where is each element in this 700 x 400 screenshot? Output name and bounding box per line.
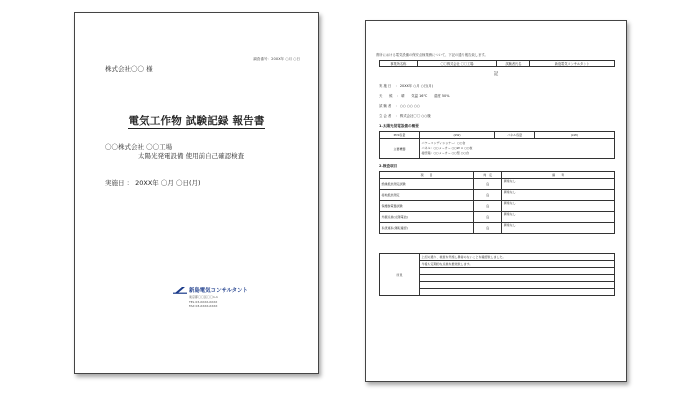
- column-header-note: 備 考: [502, 172, 615, 179]
- subject-line: 太陽光発電設備 使用前自己確認検査: [138, 152, 245, 160]
- table-row: [380, 179, 615, 190]
- remarks-label: 所見: [380, 254, 420, 296]
- inspection-item: 外観点検(太陽電池): [380, 212, 474, 223]
- column-header-result: 判 定: [474, 172, 502, 179]
- inspection-result: 良: [474, 190, 502, 201]
- inspection-result: 良: [474, 223, 502, 234]
- info-value: ： 20XX年 ○月 ○日(月): [395, 84, 434, 88]
- info-label: 立 会 者: [379, 114, 392, 118]
- document-number: 調査番号：20XX年 ○月 ○日: [253, 57, 300, 61]
- report-intro: 貴所における電気設備の保安点検業務について、下記の通り報告致します。: [376, 53, 488, 57]
- table-row: [380, 223, 615, 234]
- remarks-line: 今後も定期的な点検を推奨致します。: [419, 261, 614, 268]
- inspection-result: 良: [474, 212, 502, 223]
- table-row: [380, 254, 615, 261]
- header-cell: 事業所名称: [380, 61, 418, 67]
- info-value: ： 株式会社〇〇 ○○様: [395, 114, 431, 118]
- report-title: [75, 113, 318, 128]
- info-label: 試 験 者: [379, 104, 392, 108]
- inspection-result: 良: [474, 179, 502, 190]
- info-row-date: [379, 83, 433, 88]
- table-row: [380, 172, 615, 179]
- report-title-text: 電気工作物 試験記録 報告書: [128, 115, 265, 127]
- main-equipment-details: [419, 139, 614, 159]
- inspection-item: 系統連系(運転確認): [380, 223, 474, 234]
- company-logo-name: 新島電気コンサルタント: [189, 288, 248, 294]
- inspection-note: 異常なし: [502, 223, 615, 234]
- section-2-heading: 2.検査項目: [379, 164, 398, 168]
- report-header-table: [379, 60, 615, 67]
- inspection-item: 絶縁抵抗測定試験: [380, 179, 474, 190]
- equipment-table: [379, 131, 615, 159]
- pcs-capacity-label: PCS容量: [380, 132, 420, 139]
- info-value: ： ○○ ○○ ○○: [395, 104, 420, 108]
- header-cell: 新島電気コンサルタント: [530, 61, 615, 67]
- table-row: [380, 201, 615, 212]
- inspection-note: 異常なし: [502, 201, 615, 212]
- inspection-note: 異常なし: [502, 212, 615, 223]
- report-page: [365, 20, 627, 382]
- table-row: [380, 132, 615, 139]
- execution-date: 実施日 ： 20XX年 〇月 〇日(月): [105, 179, 201, 187]
- info-row-tester: [379, 103, 420, 108]
- info-value: ： 晴 気温 16℃ 湿度 50%: [396, 94, 450, 98]
- equipment-line: 接続箱：○○メーカー ○○型 ○○台: [421, 151, 469, 155]
- company-line: 〇〇株式会社 〇〇工場: [105, 143, 173, 151]
- pcs-capacity-unit: (kW): [419, 132, 494, 139]
- remarks-line-blank: [419, 268, 614, 275]
- table-row: [380, 190, 615, 201]
- equipment-line: パワーコンディショナー：○○台: [421, 141, 466, 145]
- cover-page: [74, 12, 319, 374]
- company-logo-icon: [173, 286, 187, 294]
- main-equipment-label: 主要機器: [380, 139, 420, 159]
- company-fax: FAX 03-XXXX-XXXX: [189, 304, 218, 308]
- remarks-line-blank: [419, 289, 614, 296]
- remarks-line: 上記の通り、検査を実施し異常のないことを確認致しました。: [419, 254, 614, 261]
- inspection-note: 異常なし: [502, 179, 615, 190]
- inspection-note: 異常なし: [502, 190, 615, 201]
- info-label: 天 候: [379, 94, 393, 98]
- inspection-item: 接地抵抗測定: [380, 190, 474, 201]
- header-cell: 〇〇株式会社 〇〇工場: [417, 61, 497, 67]
- table-row: [380, 139, 615, 159]
- ki-heading: 記: [493, 72, 499, 77]
- remarks-line-blank: [419, 275, 614, 282]
- company-tel: TEL 03-XXXX-XXXX: [189, 299, 218, 304]
- inspection-item: 保護継電器試験: [380, 201, 474, 212]
- remarks-line-blank: [419, 282, 614, 289]
- info-row-weather: [379, 93, 449, 98]
- table-row: [380, 212, 615, 223]
- inspection-result: 良: [474, 201, 502, 212]
- section-1-heading: 1.太陽光発電設備の概要: [379, 124, 419, 128]
- company-address: 東京都〇〇区〇〇1-1: [189, 295, 218, 299]
- info-label: 実 施 日: [379, 84, 392, 88]
- info-row-witness: [379, 113, 431, 118]
- header-cell: 試験者氏名: [497, 61, 530, 67]
- panel-capacity-label: パネル容量: [495, 132, 535, 139]
- table-row: [380, 61, 615, 67]
- equipment-line: パネル：○○メーカー ○○W × ○○枚: [421, 146, 473, 150]
- column-header-item: 項 目: [380, 172, 474, 179]
- inspection-table: [379, 171, 615, 234]
- remarks-table: [379, 253, 615, 296]
- panel-capacity-unit: (kW): [535, 132, 615, 139]
- recipient-name: 株式会社〇〇 様: [105, 65, 153, 73]
